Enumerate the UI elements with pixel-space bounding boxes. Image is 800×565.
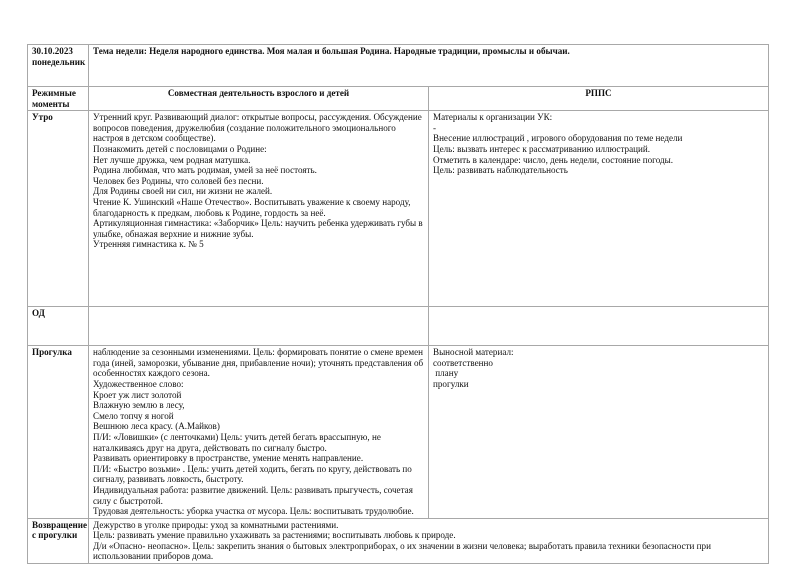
date: 30.10.2023 xyxy=(32,46,73,56)
date-cell xyxy=(28,45,89,87)
rpps-line: Цель: вызвать интерес к рассматриванию иллюстраций. xyxy=(433,143,650,154)
moment-label: Возвращение с прогулки xyxy=(28,518,89,563)
rpps-line: Цель: развивать наблюдательность xyxy=(433,165,568,176)
week-theme: Тема недели: Неделя народного единства. Моя малая и большая Родина. Народные традиции, промыслы и обычаи. xyxy=(89,45,769,87)
column-header-row xyxy=(28,87,769,111)
rpps-line: плану xyxy=(433,368,459,379)
rpps-cell xyxy=(429,346,769,519)
activity-line: Нет лучше дружка, чем родная матушка. xyxy=(93,154,251,165)
activity-line: П/И: «Ловишки» (с ленточками) Цель: учить детей бегать врассыпную, не наталкиваясь друг на друга, действовать по сигналу быстро. xyxy=(93,431,381,453)
activity-line: Смело топчу я ногой xyxy=(93,410,174,421)
column-header-moments: Режимные моменты xyxy=(28,87,89,111)
activity-line: Кроет уж лист золотой xyxy=(93,389,182,400)
activity-line: Для Родины своей ни сил, ни жизни не жалей. xyxy=(93,186,273,197)
activity-line: Художественное слово: xyxy=(93,378,184,389)
rpps-cell xyxy=(429,111,769,307)
activity-line: П/И: «Быстро возьми» . Цель: учить детей ходить, бегать по кругу, действовать по сигналу, развивать ловкость, быстроту. xyxy=(93,463,412,485)
rpps-line: прогулки xyxy=(433,378,469,389)
activity-line: Цель: развивать умение правильно ухаживать за растениями; воспитывать любовь к природе. xyxy=(93,530,456,541)
rpps-cell xyxy=(429,307,769,346)
activity-line: Дежурство в уголке природы: уход за комнатными растениями. xyxy=(93,519,339,530)
activity-line: Влажную землю в лесу, xyxy=(93,400,185,411)
table-row-od xyxy=(28,307,769,346)
activity-line: Родина любимая, что мать родимая, умей за неё постоять. xyxy=(93,165,317,176)
activity-line: Развивать ориентировку в пространстве, умение менять направление. xyxy=(93,453,364,464)
activity-line: наблюдение за сезонными изменениями. Цель: формировать понятие о смене времен года (иней, заморозки, убывание дня, прибавление ночи); уточнять представления об особенностях каждого сезона. xyxy=(93,347,424,379)
activity-cell xyxy=(89,518,769,563)
table-row-walk xyxy=(28,346,769,519)
moment-label: Утро xyxy=(28,111,89,307)
rpps-line: - xyxy=(433,122,437,133)
table-row-return xyxy=(28,518,769,563)
activity-line: Трудовая деятельность: уборка участка от мусора. Цель: воспитывать трудолюбие. xyxy=(93,506,414,517)
weekday: понедельник xyxy=(32,56,86,67)
activity-line: Вешнюю леса красу. (А.Майков) xyxy=(93,421,220,432)
activity-line: Артикуляционная гимнастика: «Заборчик» Цель: научить ребенка удерживать губы в улыбке, обнажая верхние и нижние зубы. xyxy=(93,218,423,239)
rpps-line: Материалы к организации УК: xyxy=(433,112,553,123)
activity-line: Утренний круг. Развивающий диалог: открытые вопросы, рассуждения. Обсуждение вопросов поведения, дружелюбия (создание положительного эмоционального настроя в детском сообществе). xyxy=(93,112,422,144)
rpps-line: Внесение иллюстраций , игрового оборудования по теме недели xyxy=(433,133,683,144)
column-header-activity: Совместная деятельность взрослого и детей xyxy=(89,87,429,111)
daily-plan-table xyxy=(27,44,769,564)
moment-label: ОД xyxy=(28,307,89,346)
rpps-line: Отметить в календаре: число, день недели, состояние погоды. xyxy=(433,154,673,165)
rpps-line: соответственно xyxy=(433,357,493,368)
activity-line: Чтение К. Ушинский «Наше Отечество». Воспитывать уважение к своему народу, благодарность к предкам, любовь к Родине, гордость за неё. xyxy=(93,196,411,218)
activity-line: Утренняя гимнастика к. № 5 xyxy=(93,239,204,250)
column-header-rpps: РППС xyxy=(429,87,769,111)
rpps-line: Выносной материал: xyxy=(433,347,514,358)
moment-label: Прогулка xyxy=(28,346,89,519)
header-row xyxy=(28,45,769,87)
activity-cell xyxy=(89,346,429,519)
activity-cell xyxy=(89,111,429,307)
table-row-morning xyxy=(28,111,769,307)
activity-line: Д/и «Опасно- неопасно». Цель: закрепить знания о бытовых электроприборах, о их значении в жизни человека; выработать правила техники безопасности при использовании приборов дома. xyxy=(93,540,711,562)
activity-line: Человек без Родины, что соловей без песни. xyxy=(93,175,264,186)
activity-line: Познакомить детей с пословицами о Родине: xyxy=(93,143,267,154)
activity-line: Индивидуальная работа: развитие движений. Цель: развивать прыгучесть, сочетая силу с быстротой. xyxy=(93,484,413,506)
activity-cell xyxy=(89,307,429,346)
